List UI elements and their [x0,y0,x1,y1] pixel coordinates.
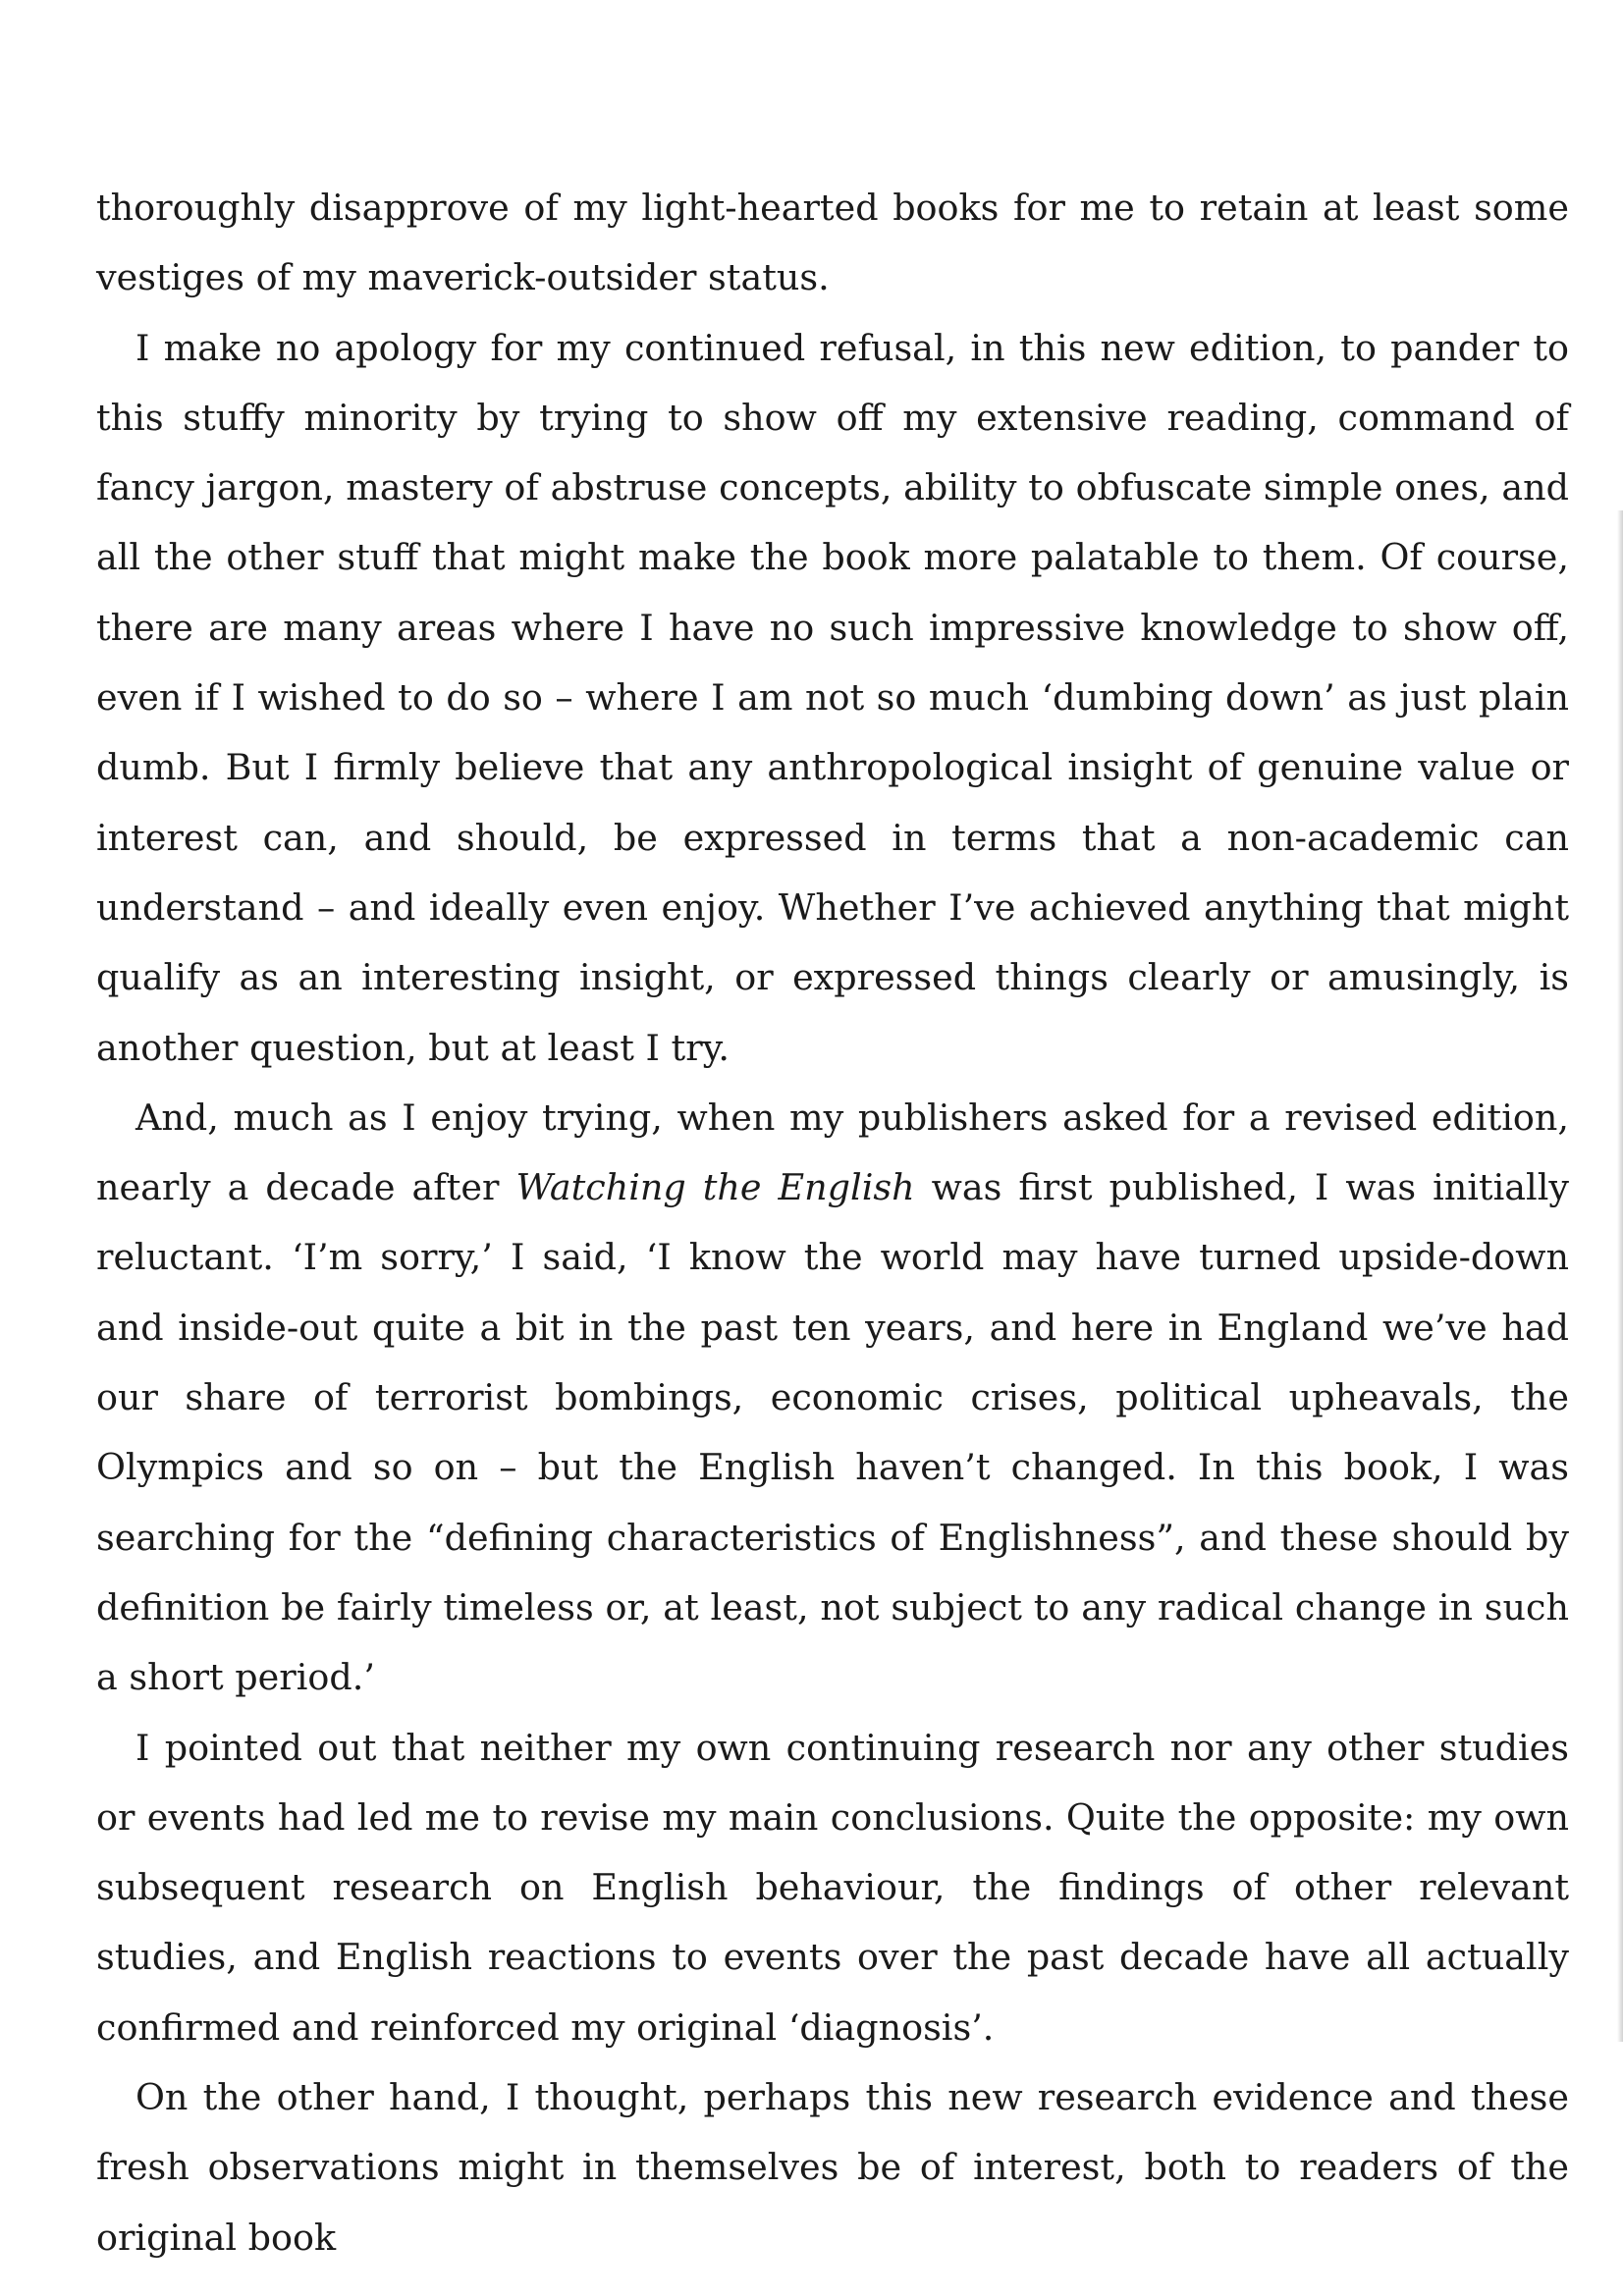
paragraph-apology: I make no apology for my continued refusal, in this new edition, to pander to this stuffy minority by trying to show off my extensive reading, command of fancy jargon, mastery of abstruse concepts, ability to obfuscate simple ones, and all the other stuff that might make the book more palatable to them. Of course, there are many areas where I have no such impressive knowledge to show off, even if I wished to do so – where I am not so much ‘dumbing down’ as just plain dumb. But I firmly believe that any anthropological insight of genuine value or interest can, and should, be expressed in terms that a non-academic can understand – and ideally even enjoy. Whether I’ve achieved anything that might qualify as an interesting insight, or expressed things clearly or amusingly, is another question, but at least I try. [96,326,1569,1069]
book-title: Watching the English [515,1166,915,1209]
paragraph-other-hand: On the other hand, I thought, perhaps this new research evidence and these fresh observations might in themselves be of interest, both to readers of the original book [96,2076,1569,2259]
paragraph-continuation: thoroughly disapprove of my light-hearted books for me to retain at least some vestiges of my maverick-outsider status. [96,187,1569,299]
paragraph-revised-edition-start: And, much as I enjoy trying, when my publishers asked for a revised edition, nearly a decade after [96,1095,1569,1209]
page-edge-shadow [1617,510,1623,2042]
paragraph-revised-edition [96,1083,1569,1713]
paragraph-revised-edition-end: was first published, I was initially reluctant. ‘I’m sorry,’ I said, ‘I know the world may have turned upside-down and inside-out quite a bit in the past ten years, and here in England we’ve had our share of terrorist bombings, economic crises, political upheavals, the Olympics and so on – but the English haven’t changed. In this book, I was searching for the “defining characteristics of Englishness”, and these should by definition be fairly timeless or, at least, not subject to any radical change in such a short period.’ [96,1166,1569,1699]
body-text [96,173,1569,2272]
paragraph-research: I pointed out that neither my own continuing research nor any other studies or events had led me to revise my main conclusions. Quite the opposite: my own subsequent research on English behaviour, the findings of other relevant studies, and English reactions to events over the past decade have all actually confirmed and reinforced my original ‘diagnosis’. [96,1726,1569,2049]
